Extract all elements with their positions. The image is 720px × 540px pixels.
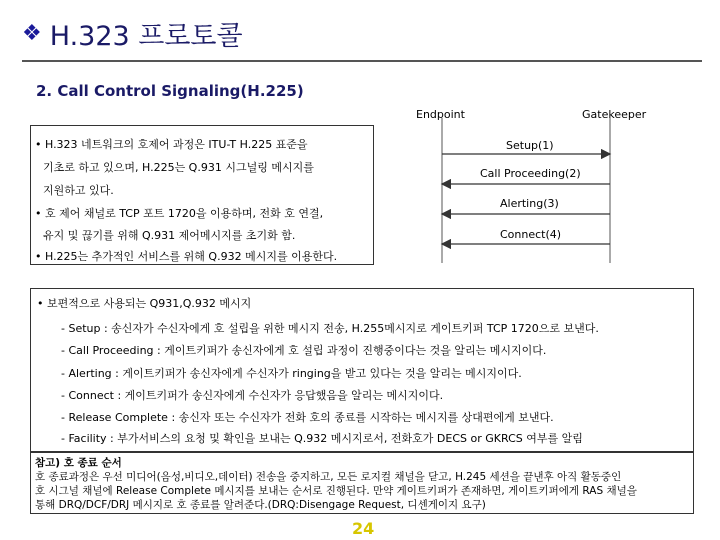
note-line: 호 시그널 채널에 Release Complete 메시지를 보내는 순서로 진행된다. 만약 게이트키퍼가 존재하면, 게이트키퍼에게 RAS 채널을 <box>35 485 637 497</box>
bullet-diamond-icon: ❖ <box>22 21 42 46</box>
intro-line: • H.323 네트워크의 호제어 과정은 ITU-T H.225 표준을 <box>35 138 308 151</box>
intro-line: • H.225는 추가적인 서비스를 위해 Q.932 메시지를 이용한다. <box>35 250 338 263</box>
page-title-row <box>22 14 243 53</box>
message-alerting: Alerting(3) <box>500 197 559 210</box>
message-item-connect: - Connect : 게이트키퍼가 송신자에게 수신자가 응답했음을 알리는 메시지이다. <box>61 389 444 402</box>
messages-box <box>30 288 694 452</box>
message-item-release-complete: - Release Complete : 송신자 또는 수신자가 전화 호의 종료를 시작하는 메시지를 상대편에게 보낸다. <box>61 411 554 424</box>
intro-line: 기초로 하고 있으며, H.225는 Q.931 시그널링 메시지를 <box>43 161 314 174</box>
intro-line: 유지 및 끊기를 위해 Q.931 제어메시지를 초기화 함. <box>43 229 296 242</box>
message-item-alerting: - Alerting : 게이트키퍼가 송신자에게 수신자가 ringing을 받고 있다는 것을 알리는 메시지이다. <box>61 367 522 380</box>
section-subtitle: 2. Call Control Signaling(H.225) <box>36 82 304 100</box>
title-divider <box>22 60 702 62</box>
message-connect: Connect(4) <box>500 228 562 241</box>
message-setup: Setup(1) <box>506 139 554 152</box>
note-box <box>30 452 694 514</box>
note-heading: 참고) 호 종료 순서 <box>35 457 122 469</box>
page-title: H.323 프로토콜 <box>49 21 243 52</box>
intro-box <box>30 125 374 265</box>
intro-line: • 호 제어 채널로 TCP 포트 1720을 이용하며, 전화 호 연결, <box>35 207 324 220</box>
intro-line: 지원하고 있다. <box>43 184 114 197</box>
message-item-setup: - Setup : 송신자가 수신자에게 호 설립을 위한 메시지 전송, H.255메시지로 게이트키퍼 TCP 1720으로 보낸다. <box>61 322 599 335</box>
messages-heading: • 보편적으로 사용되는 Q931,Q.932 메시지 <box>37 297 252 310</box>
gatekeeper-label: Gatekeeper <box>582 108 647 121</box>
message-call-proceeding: Call Proceeding(2) <box>480 167 581 180</box>
note-line: 통해 DRQ/DCF/DRJ 메시지로 호 종료를 알려준다.(DRQ:Disengage Request, 디센게이지 요구) <box>35 499 486 511</box>
message-item-facility: - Facility : 부가서비스의 요청 및 확인을 보내는 Q.932 메시지로서, 전화호가 DECS or GKRCS 여부를 알림 <box>61 432 583 445</box>
message-item-call-proceeding: - Call Proceeding : 게이트키퍼가 송신자에게 호 설립 과정이 진행중이다는 것을 알리는 메시지이다. <box>61 344 547 357</box>
page-number: 24 <box>352 519 375 538</box>
note-line: 호 종료과정은 우선 미디어(음성,비디오,데이터) 전송을 중지하고, 모든 로지컬 채널을 닫고, H.245 세션을 끝낸후 아직 활동중인 <box>35 471 622 483</box>
endpoint-label: Endpoint <box>416 108 465 121</box>
